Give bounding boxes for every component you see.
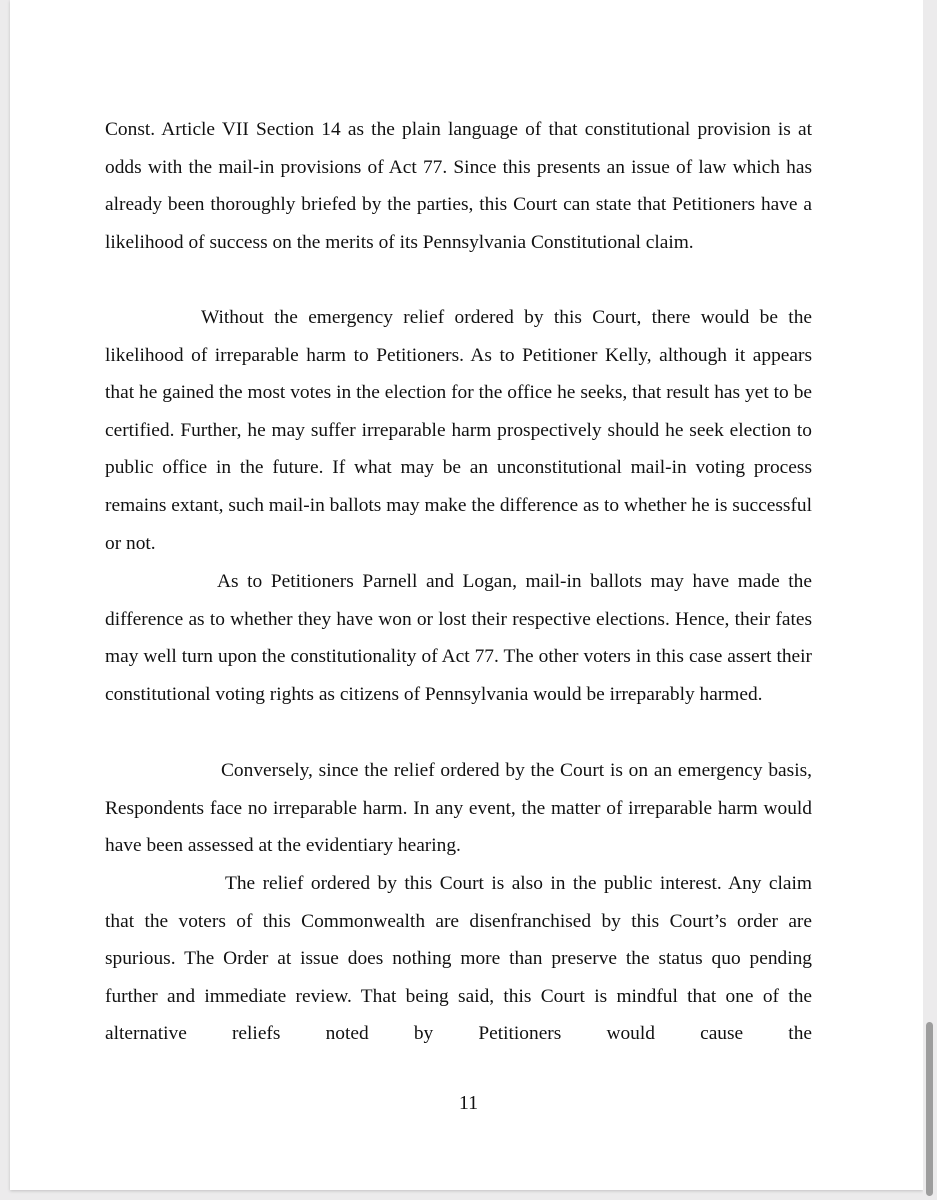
vertical-scrollbar[interactable] [923,0,937,1200]
scrollbar-thumb[interactable] [926,1022,933,1196]
page-number: 11 [458,1092,479,1114]
paragraph-parnell-logan: As to Petitioners Parnell and Logan, mail-in ballots may have made the difference as to whether they have won or lost their respective elections. Hence, their fates may well turn upon the constitutionality of Act 77. The other voters in this case assert their constitutional voting rights as citizens of Pennsylvania would be irreparably harmed. [105,571,812,705]
paragraph-constitutional-claim: Const. Article VII Section 14 as the plain language of that constitutional provision is at odds with the mail-in provisions of Act 77. Since this presents an issue of law which has already been thoroughly briefed by the parties, this Court can state that Petitioners have a likelihood of success on the merits of its Pennsylvania Constitutional claim. [105,119,812,253]
paragraph-respondents-harm: Conversely, since the relief ordered by the Court is on an emergency basis, Respondents face no irreparable harm. In any event, the matter of irreparable harm would have been assessed at the evidentiary hearing. [105,760,812,857]
paragraph-irreparable-harm-kelly: Without the emergency relief ordered by this Court, there would be the likelihood of irreparable harm to Petitioners. As to Petitioner Kelly, although it appears that he gained the most votes in the election for the office he seeks, that result has yet to be certified. Further, he may suffer irreparable harm prospectively should he seek election to public office in the future. If what may be an unconstitutional mail-in voting process remains extant, such mail-in ballots may make the difference as to whether he is successful or not. [105,307,812,554]
paragraph-public-interest: The relief ordered by this Court is also in the public interest. Any claim that the voters of this Commonwealth are disenfranchised by this Court’s order are spurious. The Order at issue does nothing more than preserve the status quo pending further and immediate review. That being said, this Court is mindful that one of the alternative reliefs noted by Petitioners would cause the [105,873,812,1045]
